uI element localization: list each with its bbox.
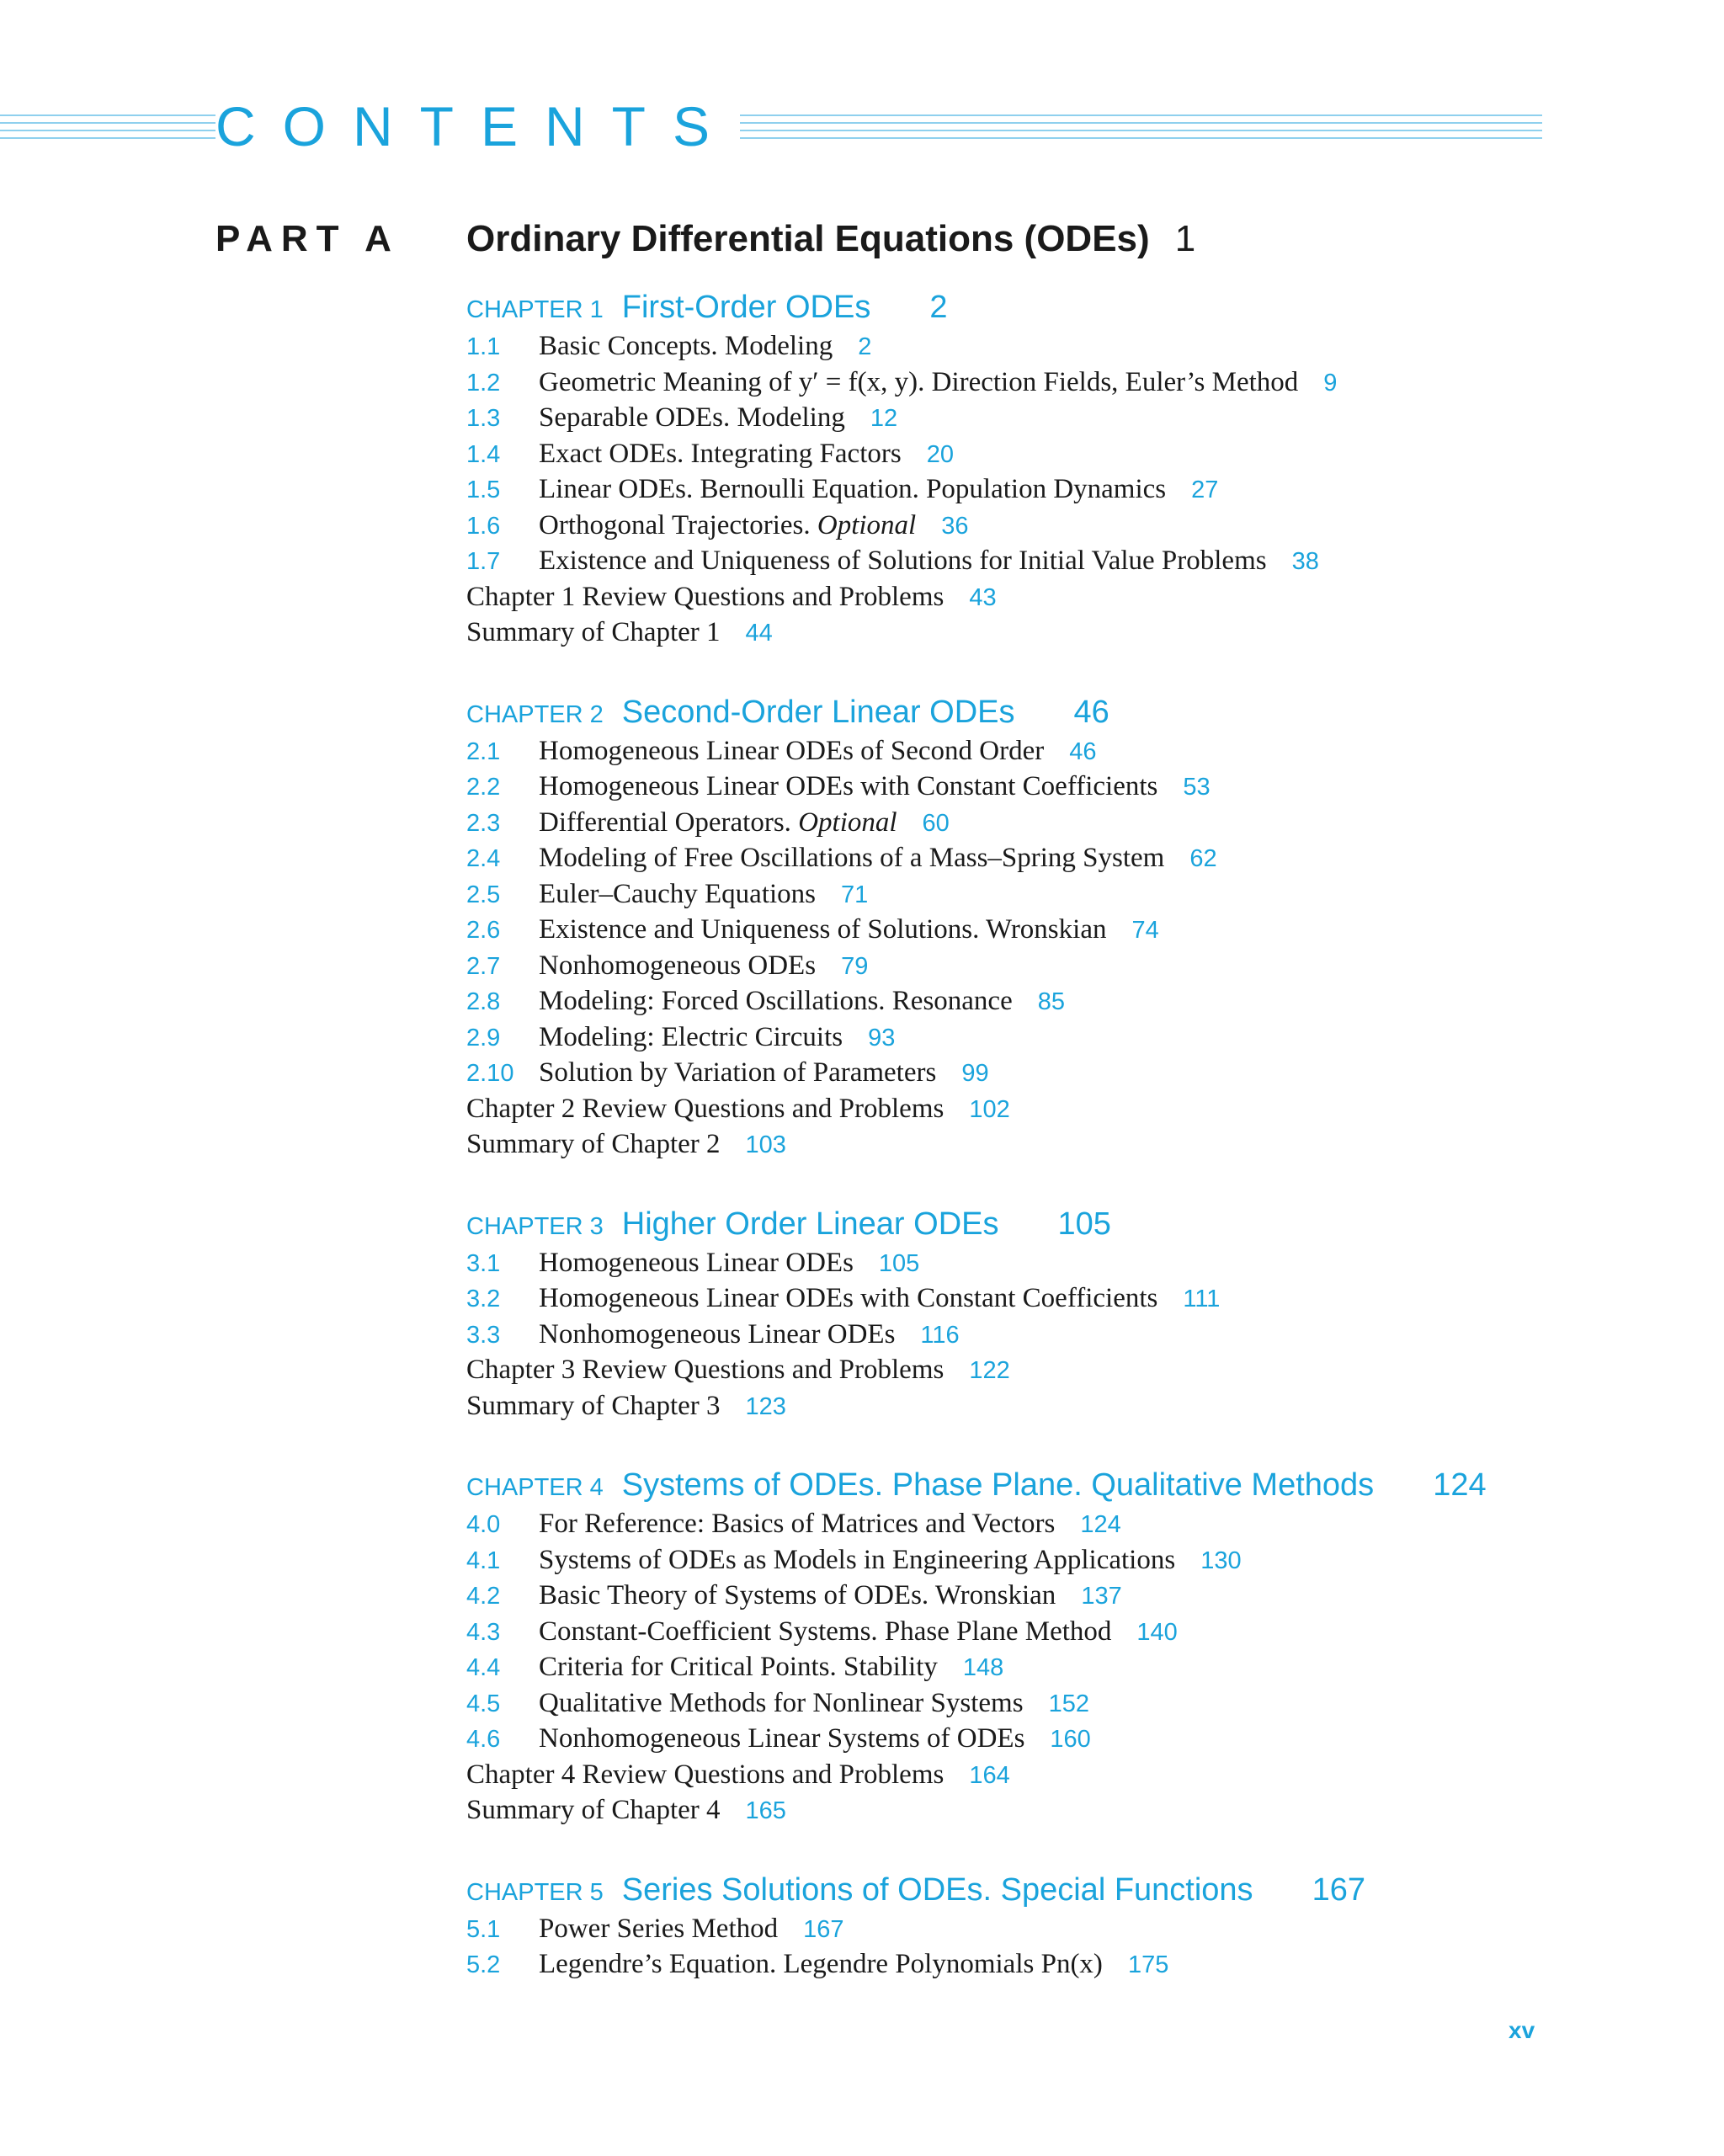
section-title: Qualitative Methods for Nonlinear Systems: [539, 1687, 1024, 1718]
section-title: Criteria for Critical Points. Stability: [539, 1652, 938, 1682]
section-page-number: 152: [1048, 1690, 1089, 1717]
section-page-number: 74: [1131, 917, 1159, 944]
section-page-number: 85: [1037, 988, 1065, 1015]
section-title: Nonhomogeneous Linear ODEs: [539, 1318, 896, 1349]
section-title: Modeling: Electric Circuits: [539, 1021, 843, 1052]
section-title: Orthogonal Trajectories.: [539, 509, 811, 540]
chapter-page-number: 124: [1433, 1467, 1487, 1503]
toc-entry[interactable]: [466, 805, 1552, 841]
section-page-number: 140: [1136, 1618, 1178, 1646]
section-page-number: 111: [1183, 1286, 1221, 1312]
toc-entry[interactable]: [466, 876, 1552, 913]
section-page-number: 12: [870, 405, 898, 432]
toc-entry[interactable]: [466, 769, 1552, 805]
part-page-number: 1: [1174, 218, 1196, 259]
summary-title: Summary of Chapter 3: [466, 1390, 721, 1421]
section-title: Homogeneous Linear ODEs with Constant Coefficients: [539, 771, 1158, 801]
section-number: 5.2: [466, 1951, 501, 1978]
section-page-number: 27: [1191, 476, 1219, 503]
summary-title: Summary of Chapter 4: [466, 1795, 721, 1825]
toc-entry[interactable]: [466, 1946, 1552, 1983]
chapter-label: CHAPTER 1: [466, 296, 604, 323]
toc-entry[interactable]: [466, 1614, 1552, 1650]
section-number: 2.8: [466, 988, 501, 1015]
section-number: 2.9: [466, 1024, 501, 1051]
section-page-number: 60: [922, 809, 950, 837]
chapter-label: CHAPTER 2: [466, 700, 604, 728]
summary-page-number: 103: [745, 1131, 786, 1158]
chapter-title: First-Order ODEs: [621, 290, 871, 325]
section-number: 4.5: [466, 1690, 501, 1717]
section-page-number: 137: [1081, 1583, 1122, 1610]
chapter-page-number: 46: [1073, 694, 1109, 730]
section-page-number: 175: [1127, 1951, 1169, 1978]
section-number: 1.5: [466, 476, 501, 503]
review-page-number: 122: [969, 1357, 1010, 1384]
toc-entry[interactable]: [466, 1911, 1552, 1947]
table-of-contents: [466, 286, 1552, 2023]
chapter-title: Higher Order Linear ODEs: [621, 1206, 999, 1242]
review-page-number: 164: [969, 1761, 1010, 1789]
toc-entry[interactable]: [466, 1019, 1552, 1056]
section-page-number: 148: [962, 1654, 1004, 1681]
section-title: Homogeneous Linear ODEs: [539, 1247, 854, 1278]
toc-entry[interactable]: [466, 1685, 1552, 1722]
chapter-page-number: 167: [1312, 1871, 1365, 1908]
section-number: 3.1: [466, 1249, 501, 1277]
review-title: Chapter 3 Review Questions and Problems: [466, 1355, 944, 1385]
part-title: Ordinary Differential Equations (ODEs): [466, 218, 1150, 259]
part-label: PART A: [216, 218, 400, 259]
section-number: 4.1: [466, 1546, 501, 1574]
section-number: 4.2: [466, 1583, 501, 1610]
section-title: Exact ODEs. Integrating Factors: [539, 438, 902, 469]
section-page-number: 105: [878, 1249, 920, 1277]
section-page-number: 79: [841, 952, 869, 980]
summary-entry[interactable]: [466, 1792, 1552, 1829]
part-heading: [466, 214, 1195, 264]
toc-entry[interactable]: [466, 840, 1552, 876]
summary-entry[interactable]: [466, 1388, 1552, 1424]
toc-entry[interactable]: [466, 1649, 1552, 1685]
chapter-title: Systems of ODEs. Phase Plane. Qualitative Methods: [621, 1467, 1375, 1503]
section-number: 1.1: [466, 333, 501, 360]
section-title: Nonhomogeneous ODEs: [539, 950, 817, 981]
section-page-number: 99: [961, 1060, 989, 1087]
section-page-number: 116: [920, 1321, 960, 1349]
section-page-number: 71: [841, 881, 869, 908]
toc-entry[interactable]: [466, 365, 1552, 401]
section-title: Geometric Meaning of y′ = f(x, y). Direction Fields, Euler’s Method: [539, 366, 1299, 397]
summary-title: Summary of Chapter 1: [466, 617, 721, 647]
summary-entry[interactable]: [466, 615, 1552, 651]
chapter-page-number: 105: [1057, 1206, 1111, 1242]
chapter-heading[interactable]: [466, 691, 1552, 733]
chapter-block: [466, 691, 1552, 1163]
review-title: Chapter 1 Review Questions and Problems: [466, 581, 944, 612]
toc-entry[interactable]: [466, 543, 1552, 579]
section-page-number: 20: [926, 440, 954, 468]
section-number: 4.0: [466, 1511, 501, 1538]
review-page-number: 102: [969, 1095, 1010, 1123]
toc-entry[interactable]: [466, 983, 1552, 1019]
chapter-block: [466, 286, 1552, 651]
section-number: 1.6: [466, 512, 501, 540]
section-number: 1.2: [466, 369, 501, 397]
toc-entry[interactable]: [466, 328, 1552, 365]
summary-entry[interactable]: [466, 1126, 1552, 1163]
section-page-number: 62: [1189, 845, 1217, 872]
section-title: Separable ODEs. Modeling: [539, 402, 845, 433]
section-number: 4.6: [466, 1726, 501, 1753]
section-title: Legendre’s Equation. Legendre Polynomials Pn(x): [539, 1949, 1103, 1979]
section-number: 4.4: [466, 1654, 501, 1681]
section-number: 4.3: [466, 1618, 501, 1646]
section-title: Basic Theory of Systems of ODEs. Wronskian: [539, 1580, 1056, 1610]
review-page-number: 43: [969, 583, 997, 611]
toc-entry[interactable]: [466, 400, 1552, 436]
section-optional-note: Optional: [817, 509, 917, 540]
review-title: Chapter 4 Review Questions and Problems: [466, 1759, 944, 1790]
section-title: Homogeneous Linear ODEs of Second Order: [539, 735, 1045, 766]
page-title: CONTENTS: [216, 93, 740, 160]
chapter-block: [466, 1869, 1552, 1983]
section-number: 2.6: [466, 917, 501, 944]
summary-title: Summary of Chapter 2: [466, 1129, 721, 1159]
section-title: Solution by Variation of Parameters: [539, 1057, 937, 1088]
review-entry[interactable]: [466, 1091, 1552, 1127]
review-entry[interactable]: [466, 1757, 1552, 1793]
section-title: Existence and Uniqueness of Solutions for Initial Value Problems: [539, 546, 1267, 576]
section-title: Constant-Coefficient Systems. Phase Plane Method: [539, 1616, 1112, 1647]
section-number: 2.7: [466, 952, 501, 980]
section-number: 3.3: [466, 1321, 501, 1349]
toc-entry[interactable]: [466, 912, 1552, 948]
chapter-label: CHAPTER 4: [466, 1474, 604, 1501]
toc-entry[interactable]: [466, 1317, 1552, 1353]
review-entry[interactable]: [466, 1352, 1552, 1388]
summary-page-number: 165: [745, 1797, 786, 1824]
section-page-number: 53: [1183, 774, 1211, 801]
section-title: For Reference: Basics of Matrices and Vectors: [539, 1509, 1056, 1539]
toc-entry[interactable]: [466, 1721, 1552, 1757]
toc-entry[interactable]: [466, 733, 1552, 769]
section-number: 1.4: [466, 440, 501, 468]
section-number: 2.2: [466, 774, 501, 801]
toc-entry[interactable]: [466, 508, 1552, 544]
section-title: Linear ODEs. Bernoulli Equation. Population Dynamics: [539, 474, 1167, 504]
toc-entry[interactable]: [466, 1578, 1552, 1614]
section-page-number: 46: [1069, 737, 1097, 765]
section-number: 2.10: [466, 1060, 514, 1087]
chapter-label: CHAPTER 3: [466, 1212, 604, 1240]
page-number: xv: [1508, 2017, 1535, 2043]
section-number: 3.2: [466, 1286, 501, 1312]
section-page-number: 124: [1080, 1511, 1121, 1538]
section-number: 2.5: [466, 881, 501, 908]
toc-entry[interactable]: [466, 948, 1552, 984]
section-page-number: 167: [803, 1915, 844, 1943]
chapter-heading[interactable]: [466, 1869, 1552, 1911]
section-title: Modeling of Free Oscillations of a Mass–Spring System: [539, 843, 1165, 873]
toc-entry[interactable]: [466, 1245, 1552, 1281]
review-entry[interactable]: [466, 579, 1552, 615]
section-title: Existence and Uniqueness of Solutions. Wronskian: [539, 914, 1107, 945]
section-page-number: 160: [1050, 1726, 1091, 1753]
section-title: Basic Concepts. Modeling: [539, 331, 833, 361]
toc-entry[interactable]: [466, 436, 1552, 472]
section-optional-note: Optional: [798, 807, 897, 838]
chapter-title: Second-Order Linear ODEs: [621, 694, 1015, 730]
review-title: Chapter 2 Review Questions and Problems: [466, 1093, 944, 1124]
section-page-number: 38: [1291, 548, 1319, 575]
chapter-heading[interactable]: [466, 1203, 1552, 1245]
section-title: Modeling: Forced Oscillations. Resonance: [539, 986, 1013, 1016]
section-page-number: 9: [1323, 369, 1338, 397]
section-page-number: 36: [941, 512, 969, 540]
section-title: Differential Operators.: [539, 807, 791, 838]
toc-entry[interactable]: [466, 1506, 1552, 1542]
toc-entry[interactable]: [466, 1055, 1552, 1091]
section-page-number: 2: [858, 333, 872, 360]
chapter-title: Series Solutions of ODEs. Special Functions: [621, 1871, 1253, 1908]
section-title: Power Series Method: [539, 1913, 779, 1944]
section-title: Systems of ODEs as Models in Engineering Applications: [539, 1544, 1176, 1575]
chapter-block: [466, 1203, 1552, 1424]
section-number: 2.1: [466, 737, 501, 765]
toc-entry[interactable]: [466, 471, 1552, 508]
chapter-block: [466, 1464, 1552, 1829]
section-number: 2.4: [466, 845, 501, 872]
section-number: 1.7: [466, 548, 501, 575]
section-number: 1.3: [466, 405, 501, 432]
section-page-number: 130: [1200, 1546, 1242, 1574]
section-page-number: 93: [868, 1024, 896, 1051]
chapter-heading[interactable]: [466, 286, 1552, 328]
chapter-page-number: 2: [929, 290, 948, 325]
section-number: 5.1: [466, 1915, 501, 1943]
chapter-heading[interactable]: [466, 1464, 1552, 1506]
section-number: 2.3: [466, 809, 501, 837]
toc-entry[interactable]: [466, 1280, 1552, 1317]
section-title: Homogeneous Linear ODEs with Constant Coefficients: [539, 1283, 1158, 1313]
section-title: Euler–Cauchy Equations: [539, 878, 817, 909]
toc-entry[interactable]: [466, 1542, 1552, 1578]
summary-page-number: 123: [745, 1392, 786, 1420]
chapter-label: CHAPTER 5: [466, 1878, 604, 1906]
summary-page-number: 44: [745, 620, 773, 647]
section-title: Nonhomogeneous Linear Systems of ODEs: [539, 1723, 1025, 1754]
